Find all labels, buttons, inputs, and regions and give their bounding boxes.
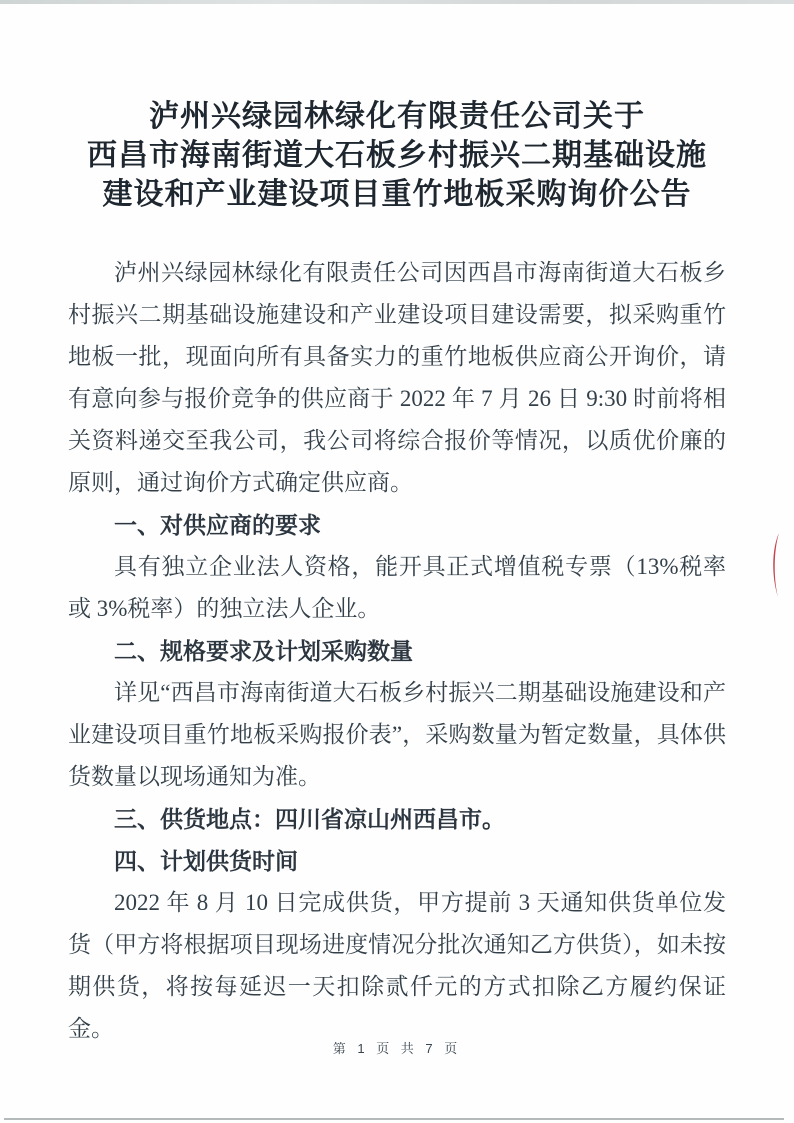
scan-edge-bottom — [4, 1118, 784, 1120]
paragraph: 详见“西昌市海南街道大石板乡村振兴二期基础设施建设和产业建设项目重竹地板采购报价表”，采购数量为暂定数量，具体供货数量以现场通知为准。 — [68, 680, 726, 789]
section-heading: 二、规格要求及计划采购数量 — [114, 638, 413, 664]
red-seal-mark-icon — [768, 533, 780, 597]
paragraph: 泸州兴绿园林绿化有限责任公司因西昌市海南街道大石板乡村振兴二期基础设施建设和产业建设项目建设需要，拟采购重竹地板一批，现面向所有具备实力的重竹地板供应商公开询价，请有意向参与报价竞争的供应商于 2022 年 7 月 26 日 9:30 时前将相关资料递交至我公司，我公司将综合报价等情况，以质优价廉的原则，通过询价方式确定供应商。 — [68, 260, 726, 495]
doc-body — [68, 252, 726, 1050]
doc-title-line: 泸州兴绿园林绿化有限责任公司关于 — [149, 100, 645, 133]
doc-title-line: 建设和产业建设项目重竹地板采购询价公告 — [102, 178, 692, 211]
doc-title-line: 西昌市海南街道大石板乡村振兴二期基础设施 — [87, 139, 707, 172]
paragraph: 具有独立企业法人资格，能开具正式增值税专票（13%税率或 3%税率）的独立法人企业。 — [68, 554, 726, 621]
doc-title — [38, 97, 756, 214]
paragraph: 2022 年 8 月 10 日完成供货，甲方提前 3 天通知供货单位发货（甲方将根据项目现场进度情况分批次通知乙方供货），如未按期供货，将按每延迟一天扣除贰仟元的方式扣除乙方履约保证金。 — [68, 890, 726, 1041]
page-number: 第 1 页 共 7 页 — [332, 1041, 462, 1056]
section-heading: 四、计划供货时间 — [114, 848, 298, 874]
scan-edge-top — [0, 0, 794, 4]
section-heading: 三、供货地点：四川省凉山州西昌市。 — [114, 806, 505, 832]
section-heading: 一、对供应商的要求 — [114, 512, 321, 538]
